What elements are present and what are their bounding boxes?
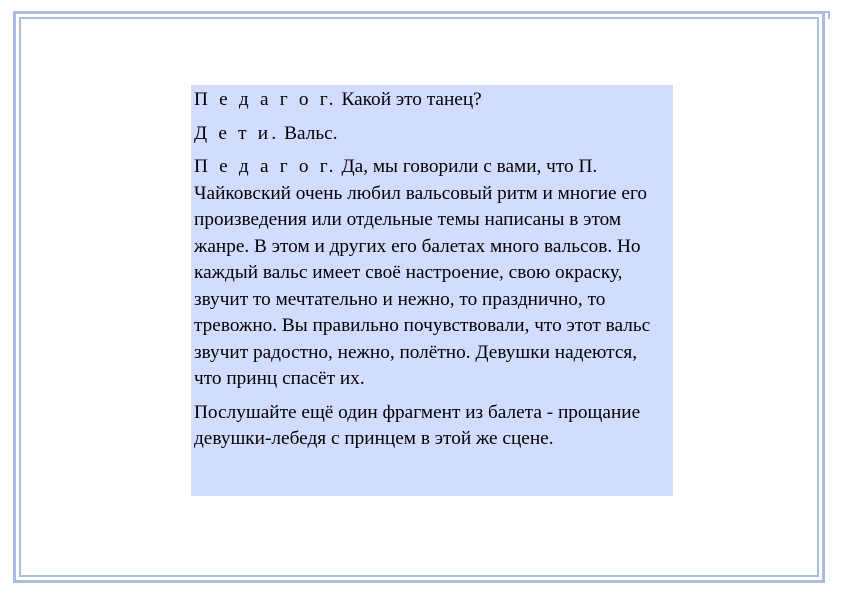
dialogue-paragraph-2 [194,121,669,148]
dialogue-paragraph-4 [194,400,669,453]
speaker-name: Д е т и. [194,122,280,144]
dialogue-line: Какой это танец? [336,89,482,110]
dialogue-paragraph-3 [194,154,669,393]
dialogue-text-box [191,85,673,496]
dialogue-line: Да, мы говорили с вами, что П. Чайковский очень любил вальсовый ритм и многие его произведения или отдельные темы написаны в этом жанре. В этом и других его балетах много вальсов. Но каждый вальс имеет своё настроение, свою окраску, звучит то мечтательно и нежно, то празднично, то тревожно. Вы правильно почувствовали, что этот вальс звучит радостно, нежно, полётно. Девушки надеются, что принц спасёт их. [194,156,651,389]
dialogue-paragraph-1 [194,87,669,114]
frame-corner-tick-right [828,11,830,19]
speaker-name: П е д а г о г. [194,89,337,110]
dialogue-line: Послушайте ещё один фрагмент из балета - прощание девушки-лебедя с принцем в этой же сцене. [194,401,641,449]
dialogue-line: Вальс. [279,122,338,144]
speaker-name: П е д а г о г. [194,156,337,177]
